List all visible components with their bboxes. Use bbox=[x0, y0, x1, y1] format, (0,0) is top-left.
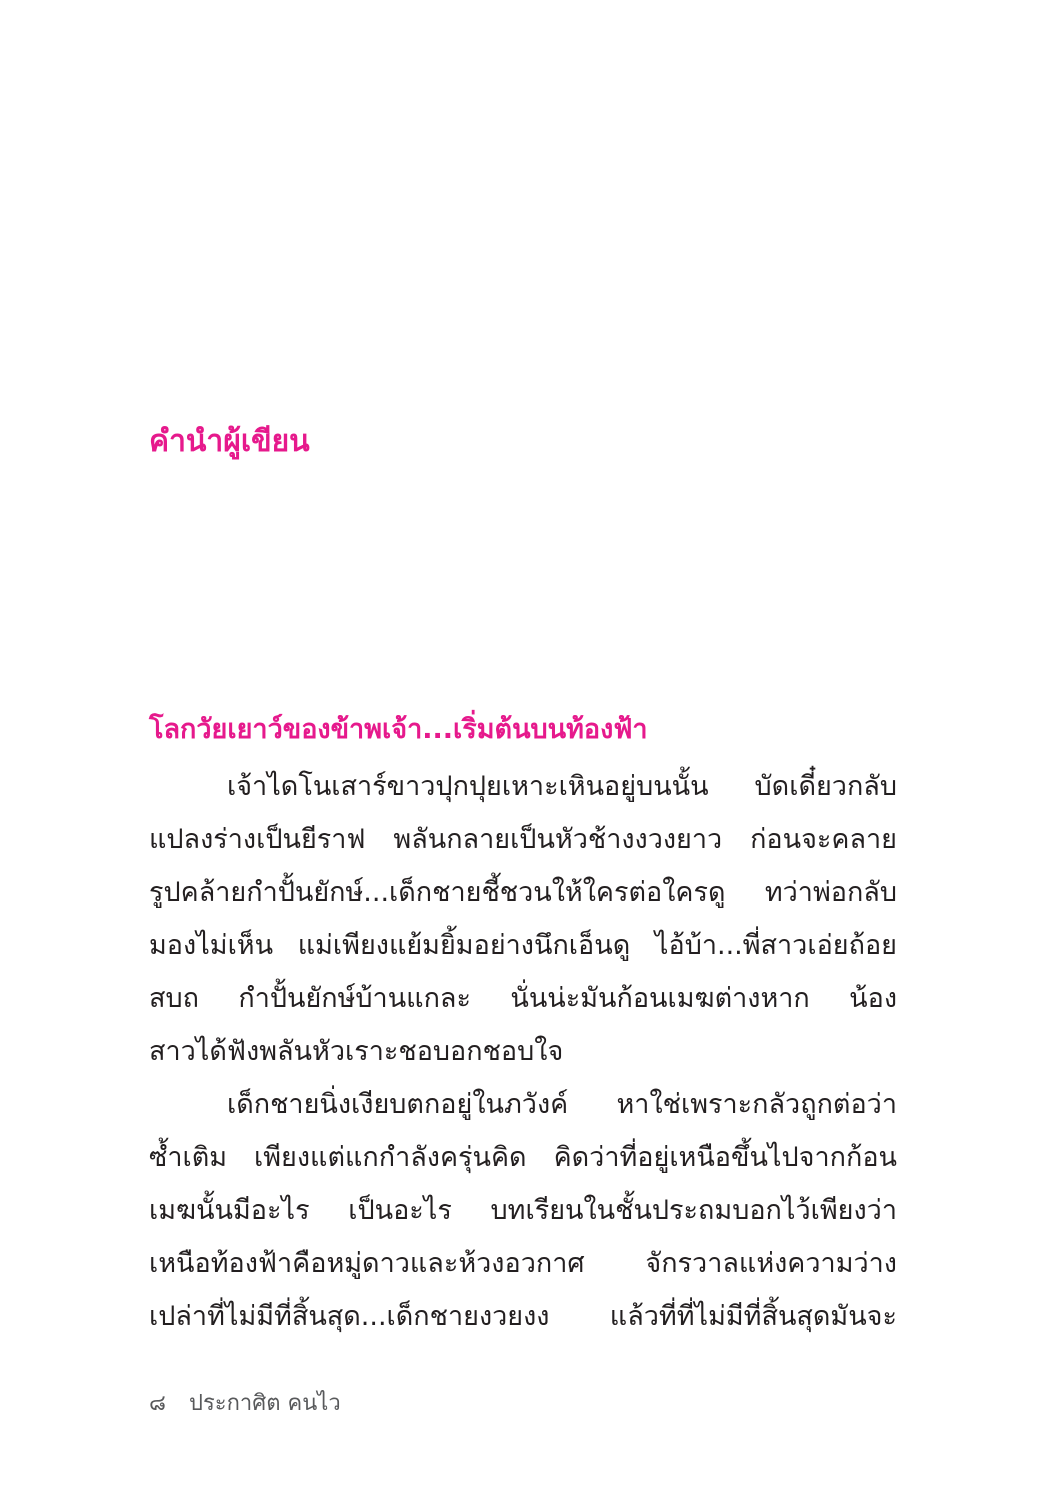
chapter-title: คำนำผู้เขียน bbox=[149, 424, 310, 459]
body-line: รูปคล้ายกำปั้นยักษ์...เด็กชายชี้ชวนให้ใครต่อใครดู ทว่าพ่อกลับ bbox=[149, 877, 897, 908]
body-line: มองไม่เห็น แม่เพียงแย้มยิ้มอย่างนึกเอ็นดู ไอ้บ้า...พี่สาวเอ่ยถ้อย bbox=[149, 930, 897, 961]
page-footer bbox=[149, 1386, 341, 1422]
body-line: เหนือท้องฟ้าคือหมู่ดาวและห้วงอวกาศ จักรวาลแห่งความว่าง bbox=[149, 1248, 897, 1279]
body-line: ซ้ำเติม เพียงแต่แกกำลังครุ่นคิด คิดว่าที่อยู่เหนือขึ้นไปจากก้อน bbox=[149, 1142, 897, 1173]
body-text bbox=[149, 760, 897, 1343]
page-number: ๘ bbox=[149, 1391, 166, 1416]
body-line: เด็กชายนิ่งเงียบตกอยู่ในภวังค์ หาใช่เพราะกลัวถูกต่อว่า bbox=[227, 1089, 897, 1120]
body-line: เมฆนั้นมีอะไร เป็นอะไร บทเรียนในชั้นประถมบอกไว้เพียงว่า bbox=[149, 1195, 897, 1226]
section-heading: โลกวัยเยาว์ของข้าพเจ้า...เริ่มต้นบนท้องฟ้า bbox=[149, 714, 648, 745]
body-line: สบถ กำปั้นยักษ์บ้านแกละ นั่นน่ะมันก้อนเมฆต่างหาก น้อง bbox=[149, 983, 897, 1014]
body-line: เปล่าที่ไม่มีที่สิ้นสุด...เด็กชายงวยงง แล้วที่ที่ไม่มีที่สิ้นสุดมันจะ bbox=[149, 1301, 897, 1332]
body-line: เจ้าไดโนเสาร์ขาวปุกปุยเหาะเหินอยู่บนนั้น บัดเดี๋ยวกลับ bbox=[227, 771, 897, 802]
body-line: แปลงร่างเป็นยีราฟ พลันกลายเป็นหัวช้างงวงยาว ก่อนจะคลาย bbox=[149, 824, 897, 855]
body-line: สาวได้ฟังพลันหัวเราะชอบอกชอบใจ bbox=[149, 1036, 564, 1067]
footer-author: ประกาศิต คนไว bbox=[188, 1391, 341, 1416]
